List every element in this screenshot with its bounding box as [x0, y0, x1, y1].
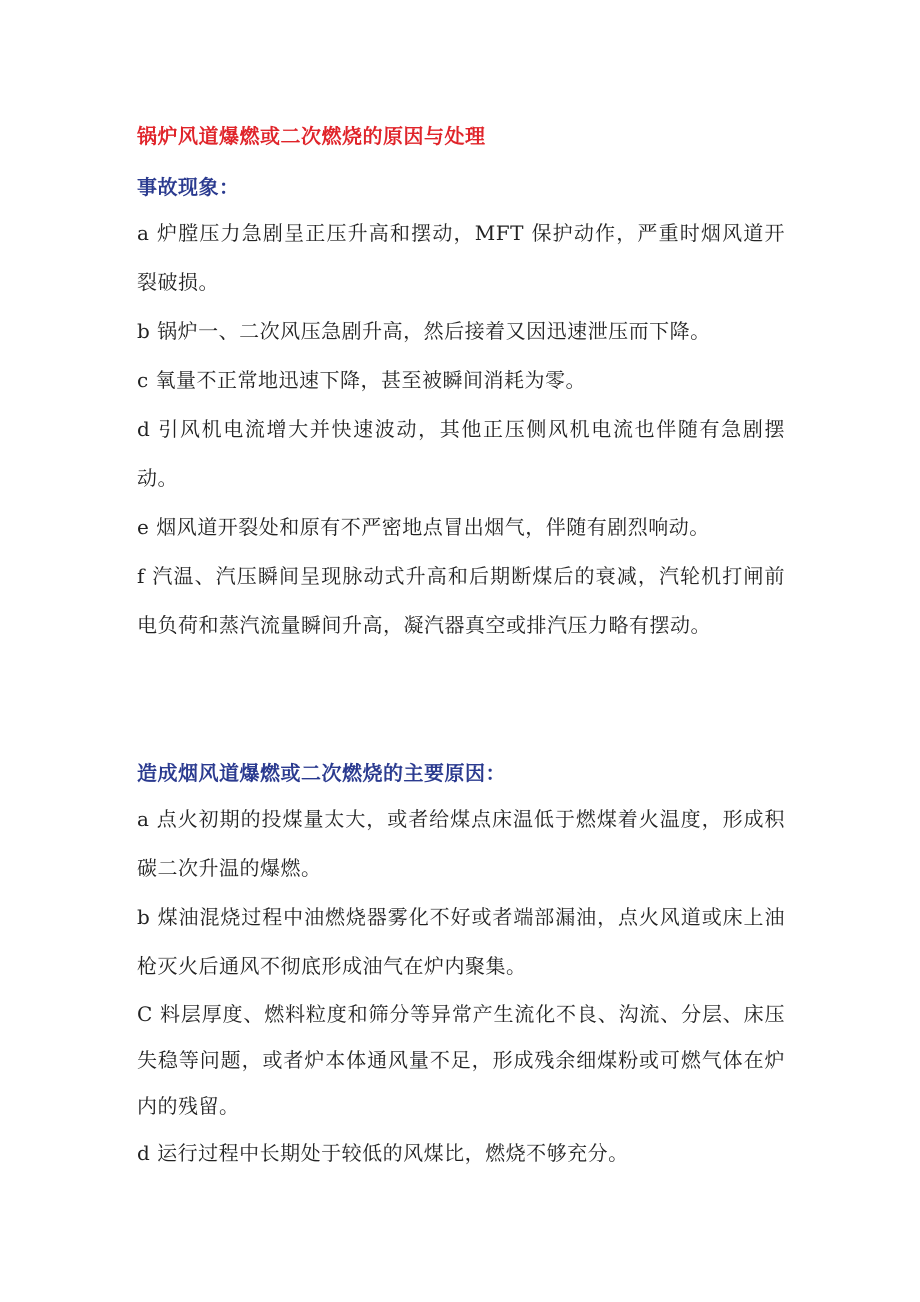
phenomena-item-b: b 锅炉一、二次风压急剧升高，然后接着又因迅速泄压而下降。: [137, 319, 711, 343]
phenomena-item-a: a 炉膛压力急剧呈正压升高和摆动，MFT 保护动作，严重时烟风道开裂破损。: [137, 221, 785, 294]
phenomena-list: [137, 209, 785, 650]
causes-heading: 造成烟风道爆燃或二次燃烧的主要原因：: [137, 761, 506, 785]
phenomena-item-c: c 氧量不正常地迅速下降，甚至被瞬间消耗为零。: [137, 368, 587, 392]
causes-list: [137, 795, 785, 1178]
phenomena-item-d: d 引风机电流增大并快速波动，其他正压侧风机电流也伴随有急剧摆动。: [137, 417, 785, 490]
document-content: [137, 118, 785, 1178]
document-title: 锅炉风道爆燃或二次燃烧的原因与处理: [137, 124, 486, 148]
phenomena-item-e: e 烟风道开裂处和原有不严密地点冒出烟气，伴随有剧烈响动。: [137, 515, 710, 539]
causes-item-d: d 运行过程中长期处于较低的风煤比，燃烧不够充分。: [137, 1141, 629, 1165]
phenomena-heading: 事故现象：: [137, 175, 240, 199]
phenomena-item-f: f 汽温、汽压瞬间呈现脉动式升高和后期断煤后的衰减，汽轮机打闸前电负荷和蒸汽流量瞬间升高，凝汽器真空或排汽压力略有摆动。: [137, 564, 785, 637]
causes-item-a: a 点火初期的投煤量太大，或者给煤点床温低于燃煤着火温度，形成积碳二次升温的爆燃。: [137, 807, 785, 880]
causes-item-b: b 煤油混烧过程中油燃烧器雾化不好或者端部漏油，点火风道或床上油枪灭火后通风不彻底形成油气在炉内聚集。: [137, 905, 785, 978]
causes-item-c: C 料层厚度、燃料粒度和筛分等异常产生流化不良、沟流、分层、床压失稳等问题，或者炉本体通风量不足，形成残余细煤粉或可燃气体在炉内的残留。: [137, 1002, 785, 1118]
